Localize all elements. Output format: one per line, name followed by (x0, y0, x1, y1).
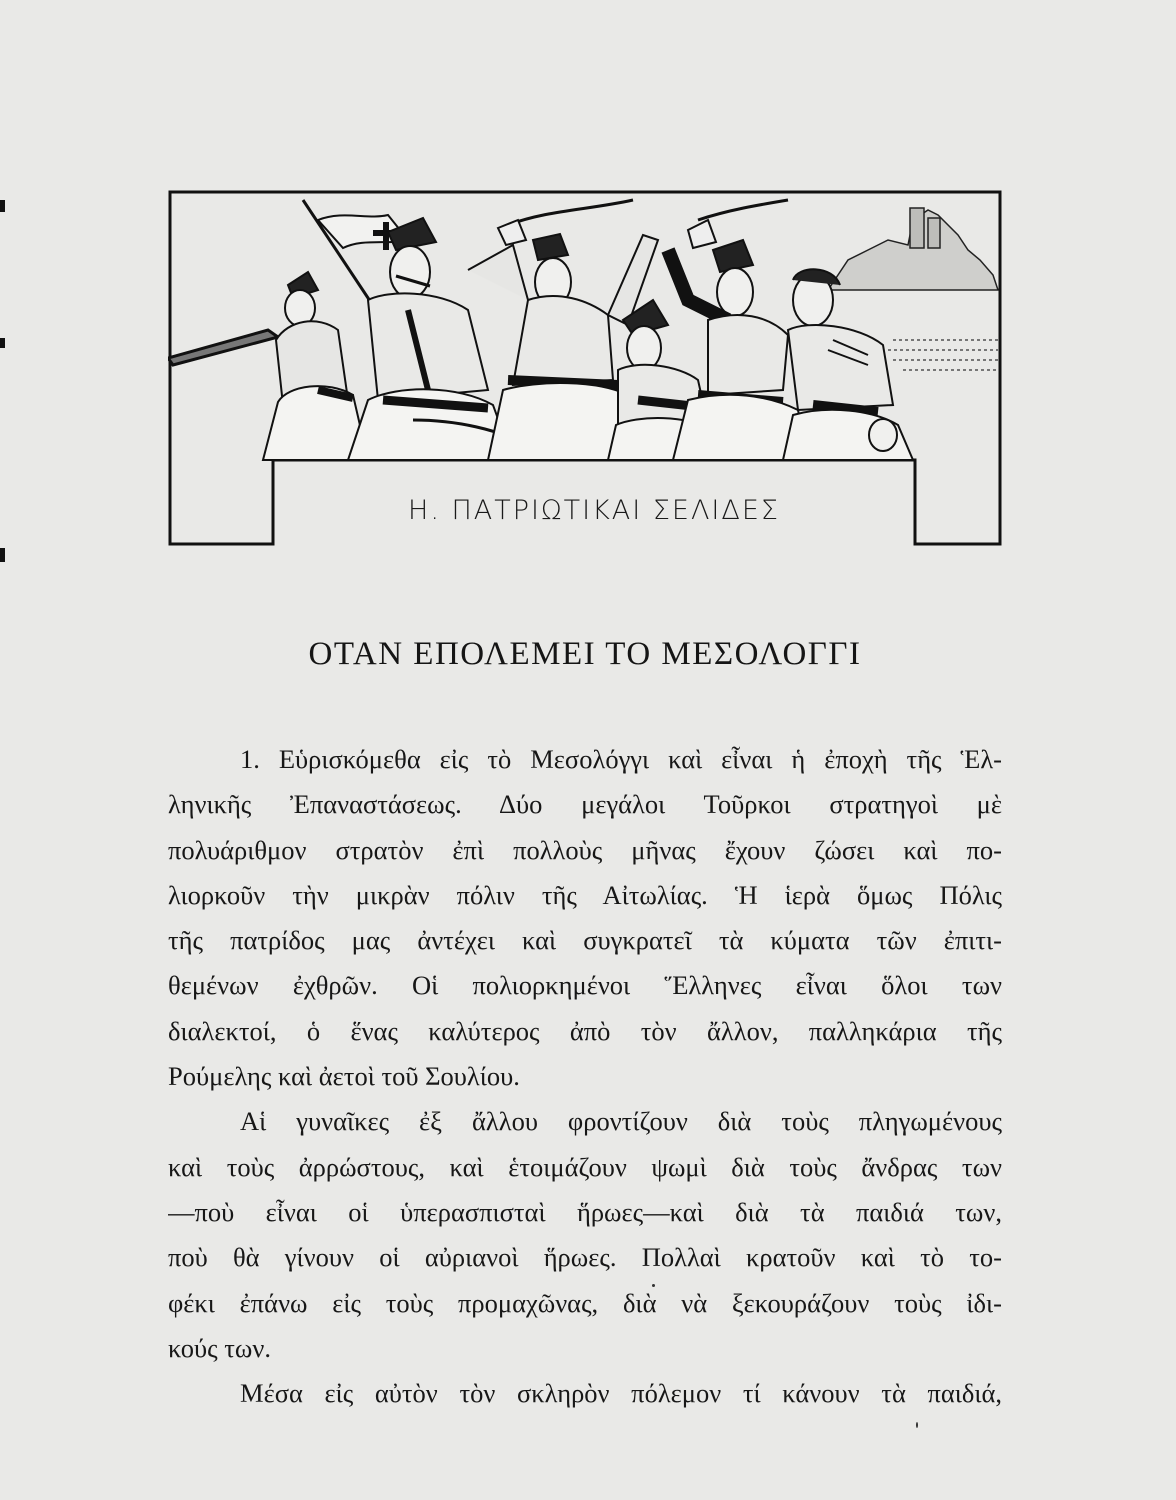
binding-mark-bottom (0, 548, 5, 562)
text-line: καὶ τοὺς ἀρρώστους, καὶ ἑτοιμάζουν ψωμὶ διὰ τοὺς ἄνδρας των (168, 1151, 1002, 1182)
text-line: λιορκοῦν τὴν μικρὰν πόλιν τῆς Αἰτωλίας. Ἡ ἱερὰ ὅμως Πόλις (168, 879, 1002, 910)
binding-mark-middle (0, 338, 5, 348)
paragraph-1 (168, 737, 1002, 1099)
text-line: τῆς πατρίδος μας ἀντέχει καὶ συγκρατεῖ τὰ κύματα τῶν ἐπιτι- (168, 925, 1002, 956)
text-line: θεμένων ἐχθρῶν. Οἱ πολιορκημένοι Ἕλληνες εἶναι ὅλοι των (168, 970, 1002, 1001)
text-line: ποὺ θὰ γίνουν οἱ αὐριανοὶ ἥρωες. Πολλαὶ κρατοῦν καὶ τὸ το- (168, 1242, 1002, 1273)
chapter-banner (168, 190, 1002, 546)
text-line: πολυάριθμον στρατὸν ἐπὶ πολλοὺς μῆνας ἔχουν ζώσει καὶ πο- (168, 834, 1002, 865)
text-line: Μέσα εἰς αὐτὸν τὸν σκληρὸν πόλεμον τί κάνουν τὰ παιδιά, (240, 1378, 1002, 1409)
scan-speck (916, 1422, 918, 1428)
binding-mark-top (0, 200, 5, 212)
text-line: διαλεκτοί, ὁ ἕνας καλύτερος ἀπὸ τὸν ἄλλον, παλληκάρια τῆς (168, 1015, 1002, 1046)
text-line: 1. Εὑρισκόμεθα εἰς τὸ Μεσολόγγι καὶ εἶναι ἡ ἐποχὴ τῆς Ἑλ- (240, 744, 1002, 774)
text-line: ληνικῆς Ἐπαναστάσεως. Δύο μεγάλοι Τοῦρκοι στρατηγοὶ μὲ (168, 789, 1002, 820)
paragraph-3 (168, 1371, 1002, 1416)
text-line: —ποὺ εἶναι οἱ ὑπερασπισταὶ ἥρωες—καὶ διὰ τὰ παιδιά των, (168, 1196, 1002, 1227)
text-line: Ρούμελης καὶ ἀετοὶ τοῦ Σουλίου. (168, 1061, 520, 1092)
text-line: Αἱ γυναῖκες ἐξ ἄλλου φροντίζουν διὰ τοὺς πληγωμένους (240, 1106, 1002, 1137)
body-text (168, 737, 1002, 1416)
revolutionary-fighters-illustration (168, 190, 1002, 546)
chapter-title: ΟΤΑΝ ΕΠΟΛΕΜΕΙ ΤΟ ΜΕΣΟΛΟΓΓΙ (308, 636, 862, 672)
scan-speck (652, 1284, 655, 1287)
banner-caption: Η. ΠΑΤΡΙΩΤΙΚΑΙ ΣΕΛΙΔΕΣ (408, 495, 780, 526)
text-line: φέκι ἐπάνω εἰς τοὺς προμαχῶνας, διὰ νὰ ξεκουράζουν τοὺς ἰδι- (168, 1287, 1002, 1318)
text-line: κούς των. (168, 1332, 271, 1363)
paragraph-2 (168, 1099, 1002, 1371)
